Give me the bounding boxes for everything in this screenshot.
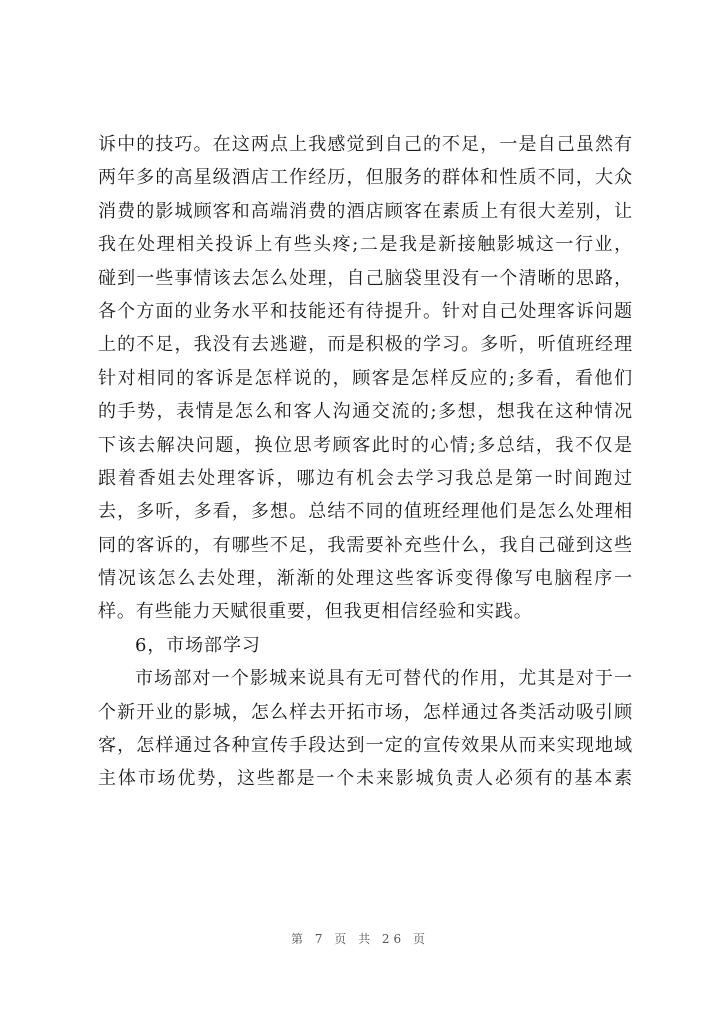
text-line: 上的不足，我没有去逃避，而是积极的学习。多听，听值班经理 — [98, 334, 633, 356]
text-line: 我在处理相关投诉上有些头疼;二是我是新接触影城这一行业， — [98, 234, 633, 256]
text-line: 消费的影城顾客和高端消费的酒店顾客在素质上有很大差别，让 — [98, 200, 633, 222]
text-line: 各个方面的业务水平和技能还有待提升。针对自己处理客诉问题 — [98, 300, 633, 322]
text-line: 下该去解决问题，换位思考顾客此时的心情;多总结，我不仅是 — [98, 434, 633, 456]
text-line: 样。有些能力天赋很重要，但我更相信经验和实践。 — [98, 601, 533, 623]
text-line: 同的客诉的，有哪些不足，我需要补充些什么，我自己碰到这些 — [98, 534, 633, 556]
text-line: 诉中的技巧。在这两点上我感觉到自己的不足，一是自己虽然有 — [98, 134, 633, 155]
text-line: 市场部对一个影城来说具有无可替代的作用，尤其是对于一 — [135, 668, 633, 690]
text-line: 客，怎样通过各种宣传手段达到一定的宣传效果从而来实现地域 — [98, 735, 633, 757]
text-line: 主体市场优势，这些都是一个未来影城负责人必须有的基本素 — [98, 768, 633, 790]
text-line: 的手势，表情是怎么和客人沟通交流的;多想，想我在这种情况 — [98, 401, 633, 423]
text-line: 针对相同的客诉是怎样说的，顾客是怎样反应的;多看，看他们 — [98, 367, 633, 389]
text-line: 碰到一些事情该去怎么处理，自己脑袋里没有一个清晰的思路， — [98, 267, 633, 289]
text-line: 两年多的高星级酒店工作经历，但服务的群体和性质不同，大众 — [98, 167, 633, 189]
page-number-footer: 第 7 页 共 26 页 — [291, 932, 429, 946]
body-text — [98, 128, 633, 796]
paragraph-marketing — [98, 662, 633, 796]
text-line: 个新开业的影城，怎么样去开拓市场，怎样通过各类活动吸引顾 — [98, 701, 633, 723]
text-line: 情况该怎么去处理，渐渐的处理这些客诉变得像写电脑程序一 — [98, 568, 633, 590]
text-line: 去，多听，多看，多想。总结不同的值班经理他们是怎么处理相 — [98, 501, 633, 523]
section-heading: 6，市场部学习 — [135, 634, 261, 656]
text-line: 跟着香姐去处理客诉，哪边有机会去学习我总是第一时间跑过 — [98, 467, 633, 489]
paragraph-complaint-handling — [98, 128, 633, 629]
